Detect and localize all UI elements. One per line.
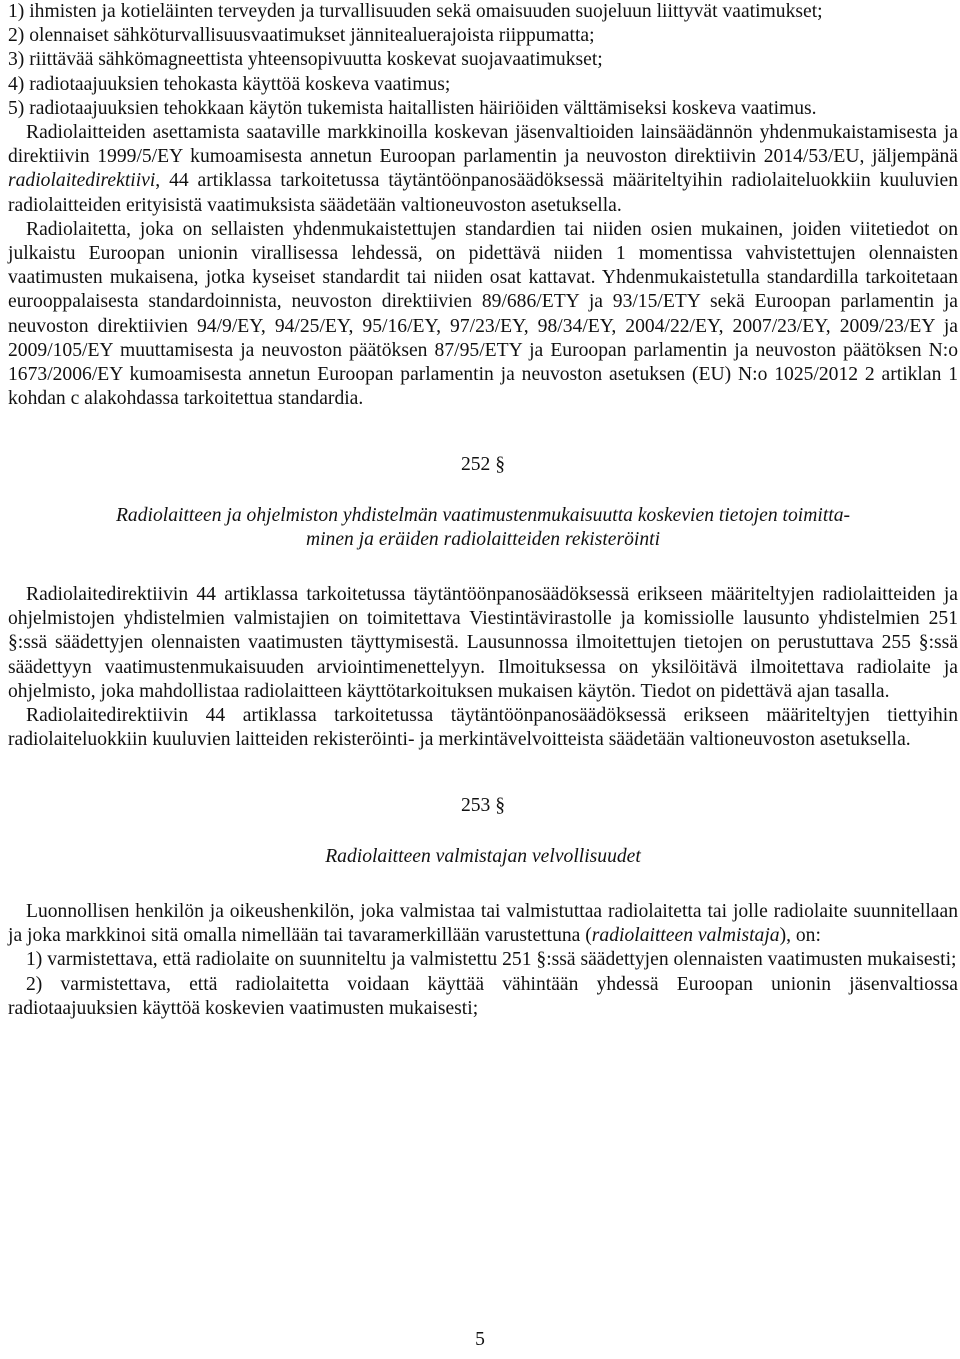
list-item-3: 3) riittävää sähkömagneettista yhteensopivuutta koskevat suojavaatimukset; xyxy=(8,49,603,71)
paragraph-radiolaitedirektiivi xyxy=(8,121,958,218)
paragraph-text: Luonnollisen henkilön ja oikeushenkilön, joka valmistaa tai valmistuttaa radiolaitetta tai jolle radiolaite suunnitellaan ja joka markkinoi sitä omalla nimellään tai tavaramerkillään varustettuna ( xyxy=(8,900,958,947)
section-number-252: 252 § xyxy=(460,454,506,476)
list-item-1: 1) ihmisten ja kotieläinten terveyden ja turvallisuuden sekä omaisuuden suojeluun liittyvät vaatimukset; xyxy=(8,1,823,22)
term-radiolaitteen-valmistaja: radiolaitteen valmistaja xyxy=(591,925,780,947)
list-item-253-1: 1) varmistettava, että radiolaite on suunniteltu ja valmistettu 251 §:ssä säädettyjen olennaisten vaatimusten mukaisesti; xyxy=(26,949,957,971)
paragraph-standards: Radiolaitetta, joka on sellaisten yhdenmukaistettujen standardien tai niiden osien mukainen, joiden viitetiedot on julkaistu Euroopan unionin virallisessa lehdessä, on pidettävä niiden 1 momentissa vahvistettujen olennaisten vaatimusten mukaisena, jotka kyseiset standardit tai niiden osat kattavat. Yhdenmukaistetulla standardilla tarkoitetaan eurooppalaisesta standardoinnista, neuvoston direktiivien 89/686/ETY ja 93/15/ETY sekä Euroopan parlamentin ja neuvoston direktiivien 94/9/EY, 94/25/EY, 95/16/EY, 97/23/EY, 98/34/EY, 2004/22/EY, 2007/23/EY, 2009/23/EY ja 2009/105/EY muuttamisesta ja neuvoston päätöksen 87/95/ETY ja Euroopan parlamentin ja neuvoston päätöksen N:o 1673/2006/EY kumoamisesta annetun Euroopan parlamentin ja neuvoston asetuksen (EU) N:o 1025/2012 2 artiklan 1 kohdan c alakohdassa tarkoitettua standardia. xyxy=(8,218,958,410)
section-title-line: Radiolaitteen ja ohjelmiston yhdistelmän vaatimustenmukaisuutta koskevien tietojen toimitta- xyxy=(115,504,851,526)
paragraph-253-intro xyxy=(8,900,958,948)
term-radiolaitedirektiivi: radiolaitedirektiivi xyxy=(8,170,156,192)
paragraph-text: Radiolaitteiden asettamista saataville markkinoilla koskevan jäsenvaltioiden lainsäädännön yhdenmukaistamisesta ja direktiivin 1999/5/EY kumoamisesta annetun Euroopan parlamentin ja neuvoston direktiivin 2014/53/EU, jäljempänä xyxy=(8,122,958,168)
paragraph-text: ), on: xyxy=(779,925,821,947)
section-title-252 xyxy=(8,504,958,552)
paragraph-252-2: Radiolaitedirektiivin 44 artiklassa tarkoitetussa täytäntöönpanosäädöksessä erikseen määriteltyjen tiettyihin radiolaiteluokkiin kuuluvien laitteiden rekisteröinti- ja merkintävelvoitteista säädetään valtioneuvoston asetuksella. xyxy=(8,705,958,751)
list-item-253-2: 2) varmistettava, että radiolaitetta voidaan käyttää vähintään yhdessä Euroopan unionin jäsenvaltiossa radiotaajuuksien käyttöä koskevien vaatimusten mukaisesti; xyxy=(8,973,958,1019)
list-item-5: 5) radiotaajuuksien tehokkaan käytön tukemista haitallisten häiriöiden välttämiseksi koskeva vaatimus. xyxy=(8,97,817,119)
document-page xyxy=(8,0,958,1021)
list-item-4: 4) radiotaajuuksien tehokasta käyttöä koskeva vaatimus; xyxy=(8,73,451,95)
page-number: 5 xyxy=(475,1329,485,1350)
paragraph-252-1: Radiolaitedirektiivin 44 artiklassa tarkoitetussa täytäntöönpanosäädöksessä erikseen määriteltyjen radiolaitteiden ja ohjelmistojen yhdistelmien valmistajien on toimitettava Viestintävirastolle ja komissiolle lausunto yhdistelmien 251 §:ssä säädettyjen olennaisten vaatimusten täyttymisestä. Lausunnossa ilmoitettujen tietojen on perustuttava 255 §:ssä säädettyyn vaatimustenmukaisuuden arviointimenettelyyn. Ilmoituksessa on yksilöitävä ilmoitettava radiolaite ja ohjelmisto, joka mahdollistaa radiolaitteen käyttötarkoituksen mukaisen käytön. Tiedot on pidettävä ajan tasalla. xyxy=(8,584,958,702)
section-title-253: Radiolaitteen valmistajan velvollisuudet xyxy=(325,845,641,867)
section-title-line: minen ja eräiden radiolaitteiden rekisteröinti xyxy=(305,528,661,550)
list-item-2: 2) olennaiset sähköturvallisuusvaatimukset jännitealuerajoista riippumatta; xyxy=(8,25,595,47)
paragraph-text: , 44 artiklassa tarkoitetussa täytäntöönpanosäädöksessä määriteltyihin radiolaiteluokkiin kuuluvien radiolaitteiden erityisistä vaatimuksista säädetään valtioneuvoston asetuksella. xyxy=(8,170,958,216)
section-number-253: 253 § xyxy=(460,795,506,817)
